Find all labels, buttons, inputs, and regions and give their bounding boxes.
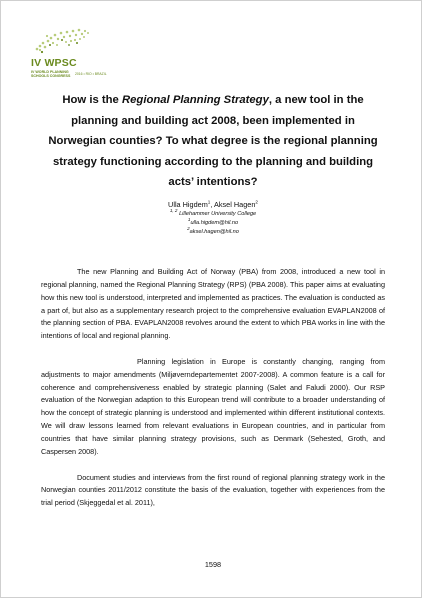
author-name: Ulla Higdem <box>168 200 208 209</box>
title-end: , a new tool in the planning and building act 2008, been implemented in Norwegian counties? To what degree is the regional planning strategy functioning according to the planning and building acts’ intentions? <box>48 94 378 189</box>
author-names: Ulla Higdem$^1$, Aksel Hagen$^2$ <box>168 199 258 209</box>
email-sup: 1 <box>187 216 191 222</box>
paper-title <box>41 90 385 193</box>
paragraph: The new Planning and Building Act of Norway (PBA) from 2008, introduced a new tool in regional planning, named the Regional Planning Strategy (RPS) (PBA 2008). This paper aims at evaluating how this new tool is understood, interpreted and implemented as practices. The evaluation is conducted as a part of, but also as a supplementary research project to the comprehensive evaluation EVAPLAN2008 of the planning section of PBA. EVAPLAN2008 revolves around the extent to which PBA works in line with the intentions of local and regional planning. <box>41 267 385 341</box>
paragraph: Planning legislation in Europe is constantly changing, ranging from adjustments to major amendments (Miljøverndepartementet 2007-2008). A common feature is a call for coherence and comprehensiveness enabled by strategic planning (Salet and Faludi 2000). Our RSP evaluation of the Norwegian adaption to this European trend will contribute to a broader understanding of how the concept of strategic planning is understood and implemented within different institutional contexts. We will draw lessons learned from relevant evaluations in European countries, and in particular from countries that have similar planning strategy provisions, such as Denmark (Sehested, Groth, and Caspersen 2008). <box>41 356 385 456</box>
title-start: How is the <box>62 94 122 106</box>
congress-logo <box>31 27 151 79</box>
logo-city: 2016 • RIO • BRAZIL <box>75 72 107 76</box>
logo-subtitle: IV WORLD PLANNING SCHOOLS CONGRESS <box>31 70 71 78</box>
affiliation-name: Lillehammer University College <box>179 211 257 217</box>
email <box>1 225 424 237</box>
email <box>1 216 424 228</box>
affiliation-block <box>1 210 424 236</box>
world-map-icon <box>31 27 93 57</box>
author-sup: 1 <box>207 199 211 205</box>
author-name: Aksel Hagen <box>214 200 256 209</box>
paragraph: Document studies and interviews from the first round of regional planning strategy work in the Norwegian counties 2011/2012 constitute the basis of the evaluation, together with experiences from the trial period (Skjeggedal et al. 2011), <box>41 472 385 508</box>
email-address-link[interactable]: ulla.higdem@hil.no <box>190 219 239 226</box>
logo-title: IV WPSC <box>31 57 77 69</box>
title-emphasis: Regional Planning Strategy <box>121 94 269 106</box>
affiliation-sup: 1, 2 <box>169 208 178 214</box>
body-text <box>41 266 385 523</box>
email-sup: 2 <box>187 225 190 231</box>
page-number: 1598 <box>204 560 222 569</box>
author-block <box>1 200 424 236</box>
author-sup: 2 <box>255 199 258 205</box>
email-address-link[interactable]: aksel.hagen@hil.no <box>189 228 239 235</box>
affiliation <box>1 210 424 219</box>
